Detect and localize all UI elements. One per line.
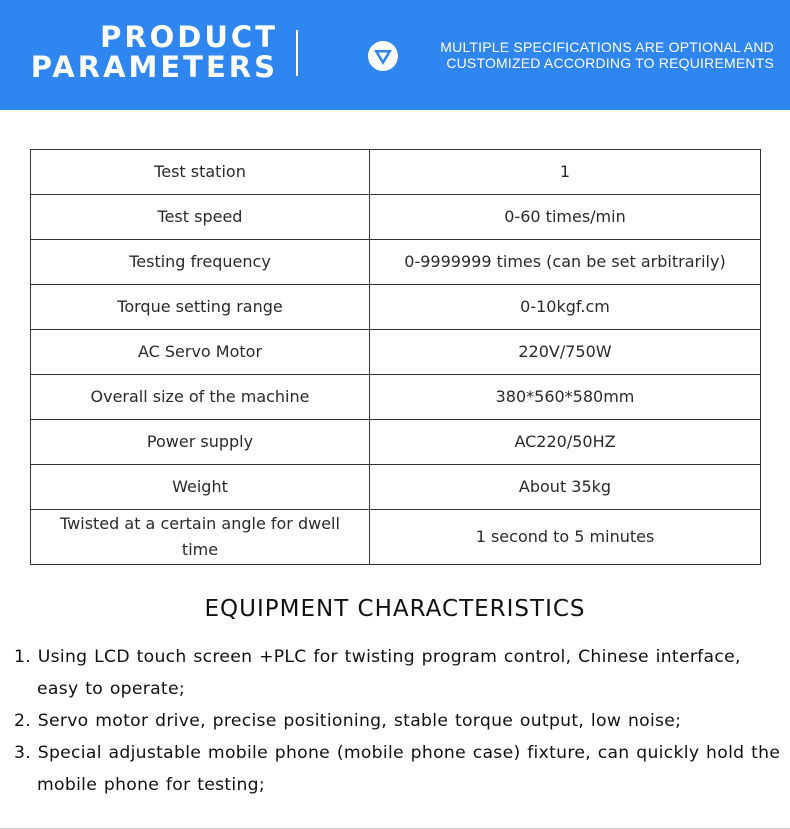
spec-value: 0-9999999 times (can be set arbitrarily) [370, 240, 761, 285]
table-row [31, 195, 761, 240]
spec-value: 0-60 times/min [370, 195, 761, 240]
list-item: 1. Using LCD touch screen +PLC for twisting program control, Chinese interface, easy to operate; [14, 647, 741, 699]
table-row [31, 510, 761, 565]
table-row [31, 150, 761, 195]
spec-value: 380*560*580mm [370, 375, 761, 420]
table-row [31, 285, 761, 330]
spec-label: AC Servo Motor [31, 330, 370, 375]
spec-label: Power supply [31, 420, 370, 465]
spec-label: Twisted at a certain angle for dwell time [31, 510, 370, 565]
spec-label: Torque setting range [31, 285, 370, 330]
spec-label: Overall size of the machine [31, 375, 370, 420]
banner-title-line-1: PRODUCT [100, 20, 278, 54]
spec-value: 0-10kgf.cm [370, 285, 761, 330]
banner-note-line-1: MULTIPLE SPECIFICATIONS ARE OPTIONAL AND [440, 39, 774, 55]
list-item: 2. Servo motor drive, precise positioning, stable torque output, low noise; [14, 711, 682, 731]
spec-value: 1 second to 5 minutes [370, 510, 761, 565]
chevron-down-circle-icon [367, 40, 399, 72]
banner-title-line-2: PARAMETERS [30, 50, 278, 84]
spec-label: Testing frequency [31, 240, 370, 285]
spec-value: 1 [370, 150, 761, 195]
table-row [31, 240, 761, 285]
banner-title [31, 22, 278, 82]
table-row [31, 465, 761, 510]
banner-divider [296, 30, 298, 76]
spec-value: 220V/750W [370, 330, 761, 375]
banner-note-line-2: CUSTOMIZED ACCORDING TO REQUIREMENTS [446, 55, 774, 71]
spec-label: Test speed [31, 195, 370, 240]
table-row [31, 330, 761, 375]
banner-note [440, 39, 774, 71]
spec-table [30, 149, 761, 565]
spec-label: Test station [31, 150, 370, 195]
list-item: 3. Special adjustable mobile phone (mobile phone case) fixture, can quickly hold the mobile phone for testing; [14, 743, 781, 795]
table-row [31, 420, 761, 465]
characteristics-list [14, 641, 784, 801]
section-title: EQUIPMENT CHARACTERISTICS [204, 596, 586, 622]
spec-value: AC220/50HZ [370, 420, 761, 465]
header-banner [0, 0, 790, 110]
spec-value: About 35kg [370, 465, 761, 510]
table-row [31, 375, 761, 420]
spec-label: Weight [31, 465, 370, 510]
